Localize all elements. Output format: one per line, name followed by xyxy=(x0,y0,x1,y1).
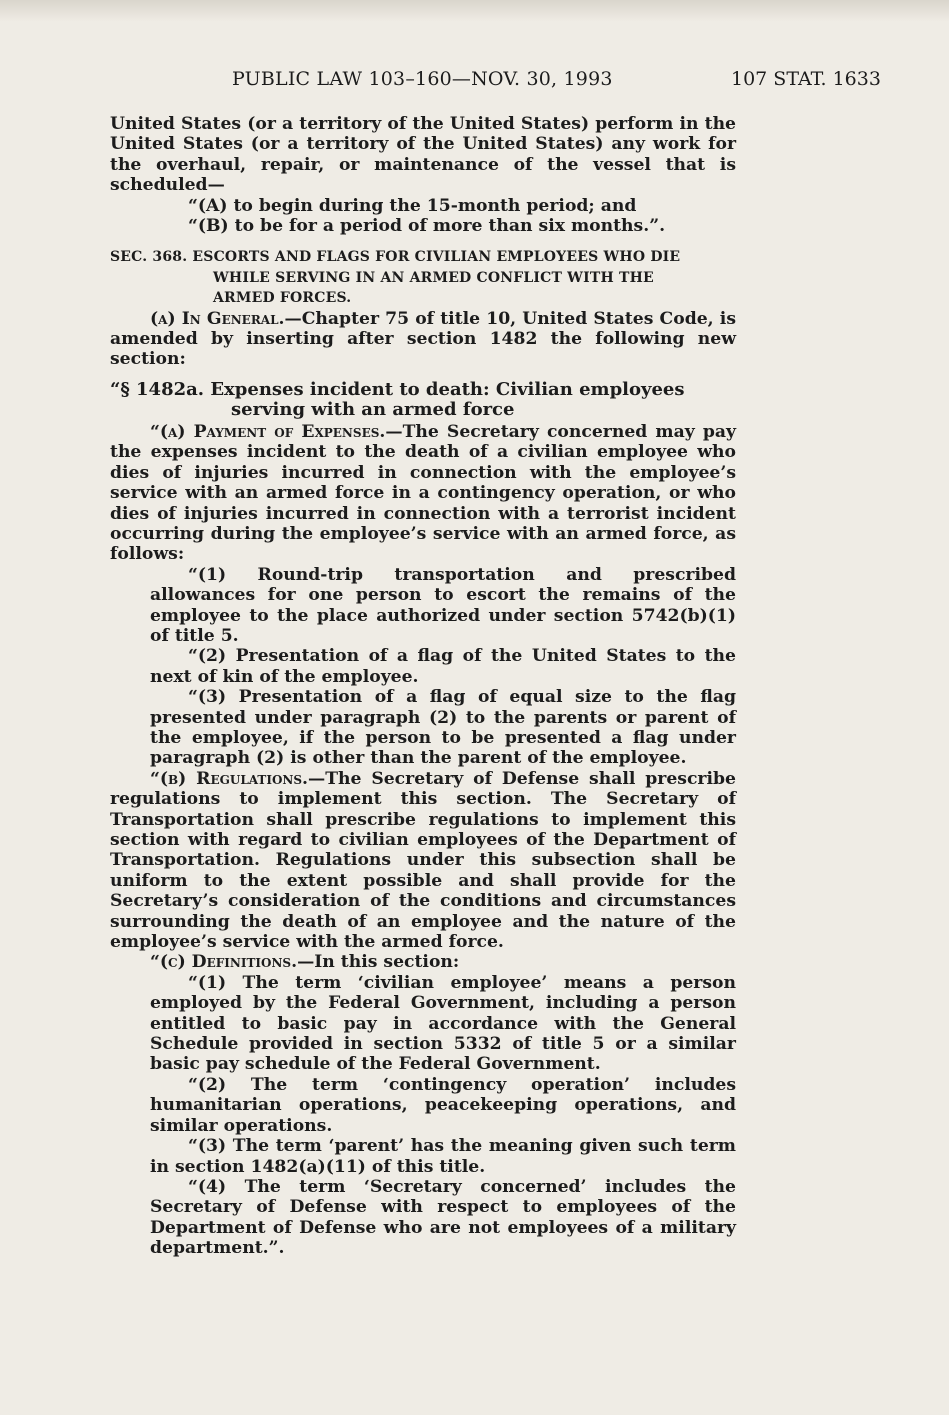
general-label: (a) In General. xyxy=(150,308,285,329)
new-section-heading-line1: “§ 1482a. Expenses incident to death: Civilian employees xyxy=(110,378,685,400)
definition-2: “(2) The term ‘contingency operation’ includes humanitarian operations, peacekeeping operations, and similar operations. xyxy=(150,1074,736,1136)
new-section-heading xyxy=(110,380,736,420)
new-section-heading-line2: serving with an armed force xyxy=(231,398,515,420)
subsection-c xyxy=(110,952,736,972)
general-text: —Chapter 75 of title 10, United States Code, is amended by inserting after section 1482 the following new section: xyxy=(110,308,736,370)
definition-3: “(3) The term ‘parent’ has the meaning given such term in section 1482(a)(11) of this title. xyxy=(150,1136,736,1177)
body-text xyxy=(110,114,736,1259)
paragraph-2: “(2) Presentation of a flag of the United States to the next of kin of the employee. xyxy=(150,646,736,687)
subsection-a xyxy=(110,422,736,565)
section-heading xyxy=(110,247,736,308)
subsection-b-text: —The Secretary of Defense shall prescribe regulations to implement this section. The Secretary of Transportation shall prescribe regulations to implement this section with regard to civilian employees of the Department of Transportation. Regulations under this subsection shall be uniform to the extent possible and shall provide for the Secretary’s consideration of the conditions and circumstances surrounding the death of an employee and the nature of the employee’s service with the armed force. xyxy=(110,768,736,953)
statute-page-number: 107 STAT. 1633 xyxy=(731,68,881,90)
page-header xyxy=(0,64,949,94)
scan-edge xyxy=(0,0,949,22)
paragraph-1: “(1) Round-trip transportation and prescribed allowances for one person to escort the remains of the employee to the place authorized under section 5742(b)(1) of title 5. xyxy=(150,564,736,646)
clause-a: “(A) to begin during the 15-month period; and xyxy=(188,195,637,216)
subsection-b-label: “(b) Regulations. xyxy=(150,768,309,789)
continued-paragraph: United States (or a territory of the United States) perform in the United States (or a territory of the United States) any work for the overhaul, repair, or maintenance of the vessel that is scheduled— xyxy=(110,114,736,196)
general-paragraph xyxy=(110,309,736,370)
paragraph-3: “(3) Presentation of a flag of equal size to the flag presented under paragraph (2) to the parents or parent of the employee, if the person to be presented a flag under paragraph (2) is other than the parent of the employee. xyxy=(150,687,736,769)
subsection-a-text: —The Secretary concerned may pay the expenses incident to the death of a civilian employee who dies of injuries incurred in connection with the employee’s service with an armed force in a contingency operation, or who dies of injuries incurred in connection with a terrorist incident occurring during the employee’s service with an armed force, as follows: xyxy=(110,421,737,565)
running-head: PUBLIC LAW 103–160—NOV. 30, 1993 xyxy=(232,68,613,90)
clause-b: “(B) to be for a period of more than six months.”. xyxy=(188,216,666,237)
subsection-a-label: “(a) Payment of Expenses. xyxy=(150,421,386,442)
subsection-c-text: —In this section: xyxy=(297,952,460,973)
subsection-b xyxy=(110,769,736,953)
subsection-c-label: “(c) Definitions. xyxy=(150,952,298,973)
section-heading-line3: ARMED FORCES. xyxy=(213,290,352,307)
section-heading-line1: SEC. 368. ESCORTS AND FLAGS FOR CIVILIAN EMPLOYEES WHO DIE xyxy=(110,249,681,266)
definition-1: “(1) The term ‘civilian employee’ means a person employed by the Federal Government, including a person entitled to basic pay in accordance with the General Schedule provided in section 5332 of title 5 or a similar basic pay schedule of the Federal Government. xyxy=(150,972,736,1075)
definition-4: “(4) The term ‘Secretary concerned’ includes the Secretary of Defense with respect to employees of the Department of Defense who are not employees of a military department.”. xyxy=(150,1176,736,1259)
section-heading-line2: WHILE SERVING IN AN ARMED CONFLICT WITH THE xyxy=(213,269,654,286)
